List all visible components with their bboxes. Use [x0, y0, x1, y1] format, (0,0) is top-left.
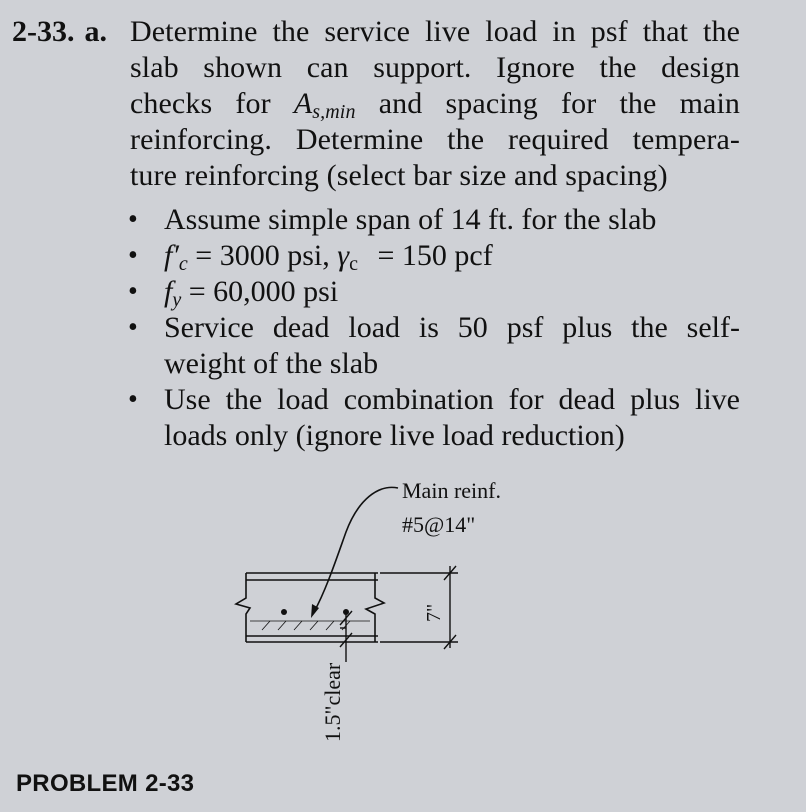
intro-line-3b: and spacing for the main — [378, 87, 740, 120]
fy-value: = 60,000 psi — [188, 275, 339, 308]
problem-caption: PROBLEM 2-33 — [16, 770, 195, 797]
gamma-symbol: γ — [337, 239, 350, 272]
intro-line-2: slab shown can support. Ignore the design — [130, 51, 740, 84]
fc-sub: c — [178, 253, 188, 275]
intro-line-5: ture reinforcing (select bar size and spacing) — [130, 159, 668, 192]
intro-line-1: Determine the service live load in psf that the — [130, 15, 740, 48]
bar-spec-label: #5@14" — [402, 512, 476, 537]
bullet-combination-line2: loads only (ignore live load reduction) — [164, 419, 625, 452]
clear-cover-label: 1.5"clear — [320, 662, 345, 742]
gamma-sub: c — [349, 253, 358, 275]
bullet-dead-load-line1: • Service dead load is 50 psf plus the self- — [164, 311, 740, 344]
part-label: a. — [84, 15, 107, 48]
fc-prime: ′ — [172, 239, 179, 272]
problem-number-text: 2-33. — [12, 15, 75, 48]
bullet-combination-line1: • Use the load combination for dead plus live — [164, 383, 740, 416]
thickness-dimension — [380, 566, 458, 649]
intro-line-4: reinforcing. Determine the required tempera- — [130, 123, 740, 156]
fc-symbol: f — [164, 239, 173, 272]
slab-outline — [236, 573, 384, 642]
intro-line-3a: checks for — [130, 87, 271, 120]
asmin-base: A — [293, 87, 313, 120]
rebar-left — [281, 609, 287, 615]
fy-symbol: f — [164, 275, 173, 308]
bullet-span-text: • Assume simple span of 14 ft. for the slab — [164, 203, 657, 236]
fc-value: = 3000 psi, — [195, 239, 330, 272]
main-reinf-label: Main reinf. — [402, 478, 501, 503]
asmin-sub: s,min — [312, 101, 356, 123]
bullet-dead-load-line2: weight of the slab — [164, 347, 379, 380]
leader-line — [314, 487, 398, 612]
thickness-label: 7" — [423, 603, 445, 622]
fy-sub: y — [172, 289, 182, 311]
gamma-value: = 150 pcf — [377, 239, 493, 272]
cover-hatch — [250, 621, 370, 630]
